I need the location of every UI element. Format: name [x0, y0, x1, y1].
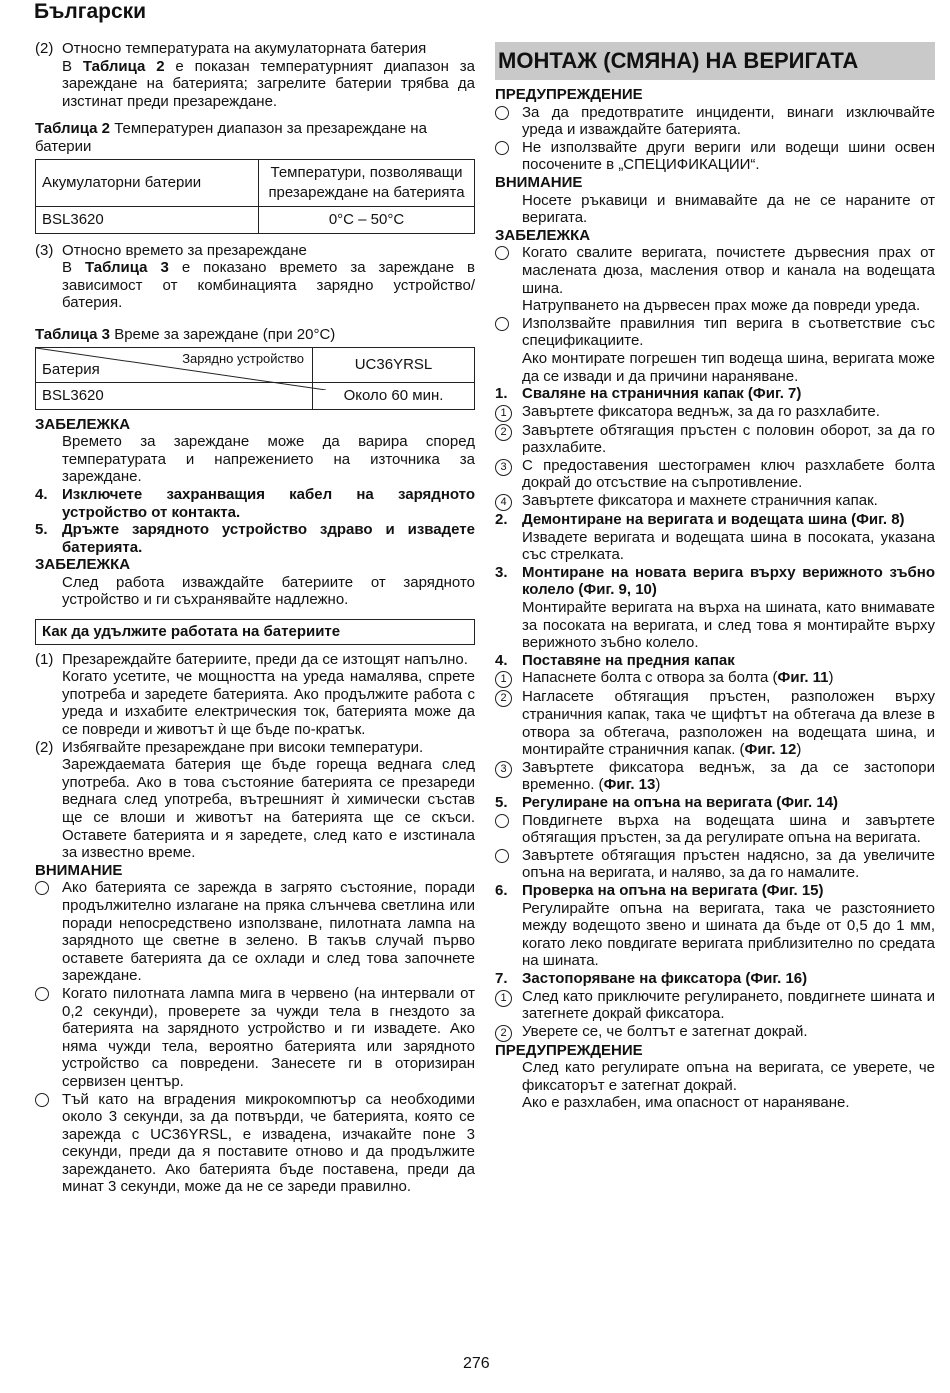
- warning-item: За да предотвратите инциденти, винаги изключвайте уреда и изваждайте батерията.: [495, 104, 935, 139]
- warning-heading: ПРЕДУПРЕЖДЕНИЕ: [495, 86, 643, 103]
- note-item: Използвайте правилния тип верига в съответствие със спецификациите. Ако монтирате погрешен тип водеща шина, веригата може да се извади и да причини нараняване.: [495, 315, 935, 385]
- circle-bullet-icon: [495, 814, 509, 828]
- table3: Зарядно устройство Батерия UC36YRSL BSL3620 Около 60 мин.: [35, 347, 475, 410]
- note-heading: ЗАБЕЛЕЖКА: [35, 415, 131, 433]
- note-heading: ЗАБЕЛЕЖКА: [495, 226, 591, 244]
- step-1-sub-1: 1 Завъртете фиксатора веднъж, за да го разхлабите.: [495, 403, 935, 422]
- note2-text: След работа изваждайте батериите от зарядното устройство и ги съхранявайте надлежно.: [62, 573, 475, 609]
- step-1-sub-3: 3 С предоставения шестограмен ключ разхлабете болта докрай до отсъствие на съпротивление.: [495, 457, 935, 492]
- step-6-text: Регулирайте опъна на веригата, така че разстоянието между водещото звено и шината да бъде от 0,5 до 1 мм, когато леко повдигате веригата приблизително по средата на шината.: [522, 899, 935, 970]
- section-title: МОНТАЖ (СМЯНА) НА ВЕРИГАТА: [495, 42, 935, 80]
- step-7-sub-2: 2 Уверете се, че болтът е затегнат докрай.: [495, 1023, 935, 1042]
- step-5: 5. Дръжте зарядното устройство здраво и извадете батерията.: [35, 521, 475, 556]
- step-1-title: 1. Сваляне на страничния капак (Фиг. 7): [495, 385, 802, 403]
- step-1-sub-4: 4 Завъртете фиксатора и махнете страничния капак.: [495, 492, 935, 511]
- circle-bullet-icon: [35, 1093, 49, 1107]
- warning-item: Не използвайте други вериги или водещи шини освен посочените в „СПЕЦИФИКАЦИИ“.: [495, 139, 935, 174]
- step-5-item: Повдигнете върха на водещата шина и завъртете обтягащия пръстен, за да регулирате опъна на веригата.: [495, 812, 935, 847]
- step-6-title: 6. Проверка на опъна на веригата (Фиг. 15): [495, 881, 824, 899]
- note-item: Когато свалите веригата, почистете дървесния прах от маслената дюза, масления отвор и канала на водещата шина. Натрупването на дървесен прах може да повреди уреда.: [495, 244, 935, 314]
- circle-bullet-icon: [495, 849, 509, 863]
- battery-life-box-heading: Как да удължите работата на батериите: [35, 619, 475, 645]
- circle-bullet-icon: [495, 317, 509, 331]
- table3-caption: Таблица 3 Време за зареждане (при 20°C): [35, 325, 336, 343]
- table3-diagonal-cell: Зарядно устройство Батерия: [36, 347, 313, 382]
- note2-heading: ЗАБЕЛЕЖКА: [35, 556, 131, 574]
- temperature-paragraph: (2) Относно температурата на акумулаторната батерия В Таблица 2 е показан температурният диапазон за зареждане на батерията; загрелите батерии трябва да изстинат преди презареждане.: [35, 40, 475, 110]
- step-4-title: 4. Поставяне на предния капак: [495, 651, 735, 669]
- caution-heading: ВНИМАНИЕ: [35, 861, 123, 879]
- step-5-item: Завъртете обтягащия пръстен надясно, за да увеличите опъна на веригата, и наляво, за да го намалите.: [495, 847, 935, 882]
- extend-item-1: (1) Презареждайте батериите, преди да се изтощят напълно. Когато усетите, че мощността на уреда намалява, спрете употреба и заредете батерията. Ако продължите работа с уреда и изхабите електрическия ток, батерията може да се повреди и животът ѝ ще бъде по-кратък.: [35, 650, 475, 739]
- step-4-sub-2: 2 Нагласете обтягащия пръстен, разположен върху страничния капак, така че щифтът на обтегача да влезе в отвора за обтегача, разположен на водещата шина, и монтирайте страничния капак. (Фиг. 12): [495, 688, 935, 758]
- caution-item: Тъй като на вградения микрокомпютър са необходими около 3 секунди, за да потвърди, че батерията, която се зарежда с UC36YRSL, е извадена, изчакайте поне 3 секунди, преди да я поставите отново и да продължите зареждането. Ако батерията бъде поставена, преди да минат 3 секунди, може да не се зареди правилно.: [35, 1091, 475, 1197]
- page-number: 276: [463, 1355, 490, 1372]
- caution-text: Носете ръкавици и внимавайте да не се нараните от веригата.: [522, 191, 935, 227]
- step-2-text: Извадете веригата и водещата шина в посоката, указана със стрелката.: [522, 528, 935, 564]
- step-7-title: 7. Застопоряване на фиксатора (Фиг. 16): [495, 969, 808, 987]
- warning2-text-2: Ако е разхлабен, има опасност от нараняване.: [522, 1094, 850, 1112]
- circle-bullet-icon: [495, 106, 509, 120]
- warning2-text-1: След като регулирате опъна на веригата, се уверете, че фиксаторът е затегнат докрай.: [522, 1059, 935, 1094]
- step-3-text: Монтирайте веригата на върха на шината, като внимавате за посоката на веригата, и след това я монтирайте върху верижното зъбно колело.: [522, 599, 935, 652]
- table2-caption: Таблица 2 Температурен диапазон за презареждане на батерии: [35, 120, 427, 155]
- step-7-sub-1: 1 След като приключите регулирането, повдигнете шината и затегнете докрай фиксатора.: [495, 988, 935, 1023]
- step-2-title: 2. Демонтиране на веригата и водещата шина (Фиг. 8): [495, 511, 905, 529]
- caution-item: Ако батерията се зарежда в загрято състояние, поради продължително излагане на пряка слънчева светлина или поради непосредствено използване, пилотната лампа на зарядното ще светне в зелено. В такъв случай първо оставете батерията да се охлади и след това започнете зареждане.: [35, 879, 475, 985]
- language-header: Български: [34, 0, 147, 23]
- charging-time-paragraph: (3) Относно времето за презареждане В Таблица 3 е показано времето за зареждане в зависимост от комбинацията зарядно устройство/ батерия.: [35, 241, 475, 312]
- step-4: 4. Изключете захранващия кабел на зарядното устройство от контакта.: [35, 485, 475, 521]
- step-3-title: 3. Монтиране на новата верига върху верижното зъбно колело (Фиг. 9, 10): [495, 563, 935, 599]
- step-4-sub-1: 1 Напаснете болта с отвора за болта (Фиг. 11): [495, 669, 935, 688]
- circle-bullet-icon: [495, 141, 509, 155]
- warning2-heading: ПРЕДУПРЕЖДЕНИЕ: [495, 1041, 643, 1059]
- circle-bullet-icon: [495, 246, 509, 260]
- step-4-sub-3: 3 Завъртете фиксатора веднъж, за да се застопори временно. (Фиг. 13): [495, 759, 935, 794]
- step-1-sub-2: 2 Завъртете обтягащия пръстен с половин оборот, за да го разхлабите.: [495, 422, 935, 457]
- right-column: [495, 40, 935, 1112]
- left-column: [35, 40, 475, 1196]
- step-5-title: 5. Регулиране на опъна на веригата (Фиг. 14): [495, 793, 839, 811]
- circle-bullet-icon: [35, 881, 49, 895]
- caution-item: Когато пилотната лампа мига в червено (на интервали от 0,2 секунди), проверете за чужди тела в гнездото за батерията на зарядното устройство и ги извадете. Ако няма чужди тела, вероятно батерията или зарядното устройство са повредени. Занесете ги в оторизиран сервизен център.: [35, 985, 475, 1091]
- note-text: Времето за зареждане може да варира според температурата и напрежението на източника за зареждане.: [62, 433, 475, 486]
- circle-bullet-icon: [35, 987, 49, 1001]
- table2: Акумулаторни батерии Температури, позволяващи презареждане на батерията BSL3620 0°C – 50°C: [35, 159, 475, 234]
- caution-heading: ВНИМАНИЕ: [495, 173, 583, 191]
- extend-item-2: (2) Избягвайте презареждане при високи температури. Зареждаемата батерия ще бъде гореща веднага след употреба. Ако в това състояние батерията се презареди веднага след употреба, вътрешният ѝ химически състав ще се влоши и животът на батерията ще се скъси. Оставете батерията и я заредете, след като е изстинала за известно време.: [35, 738, 475, 862]
